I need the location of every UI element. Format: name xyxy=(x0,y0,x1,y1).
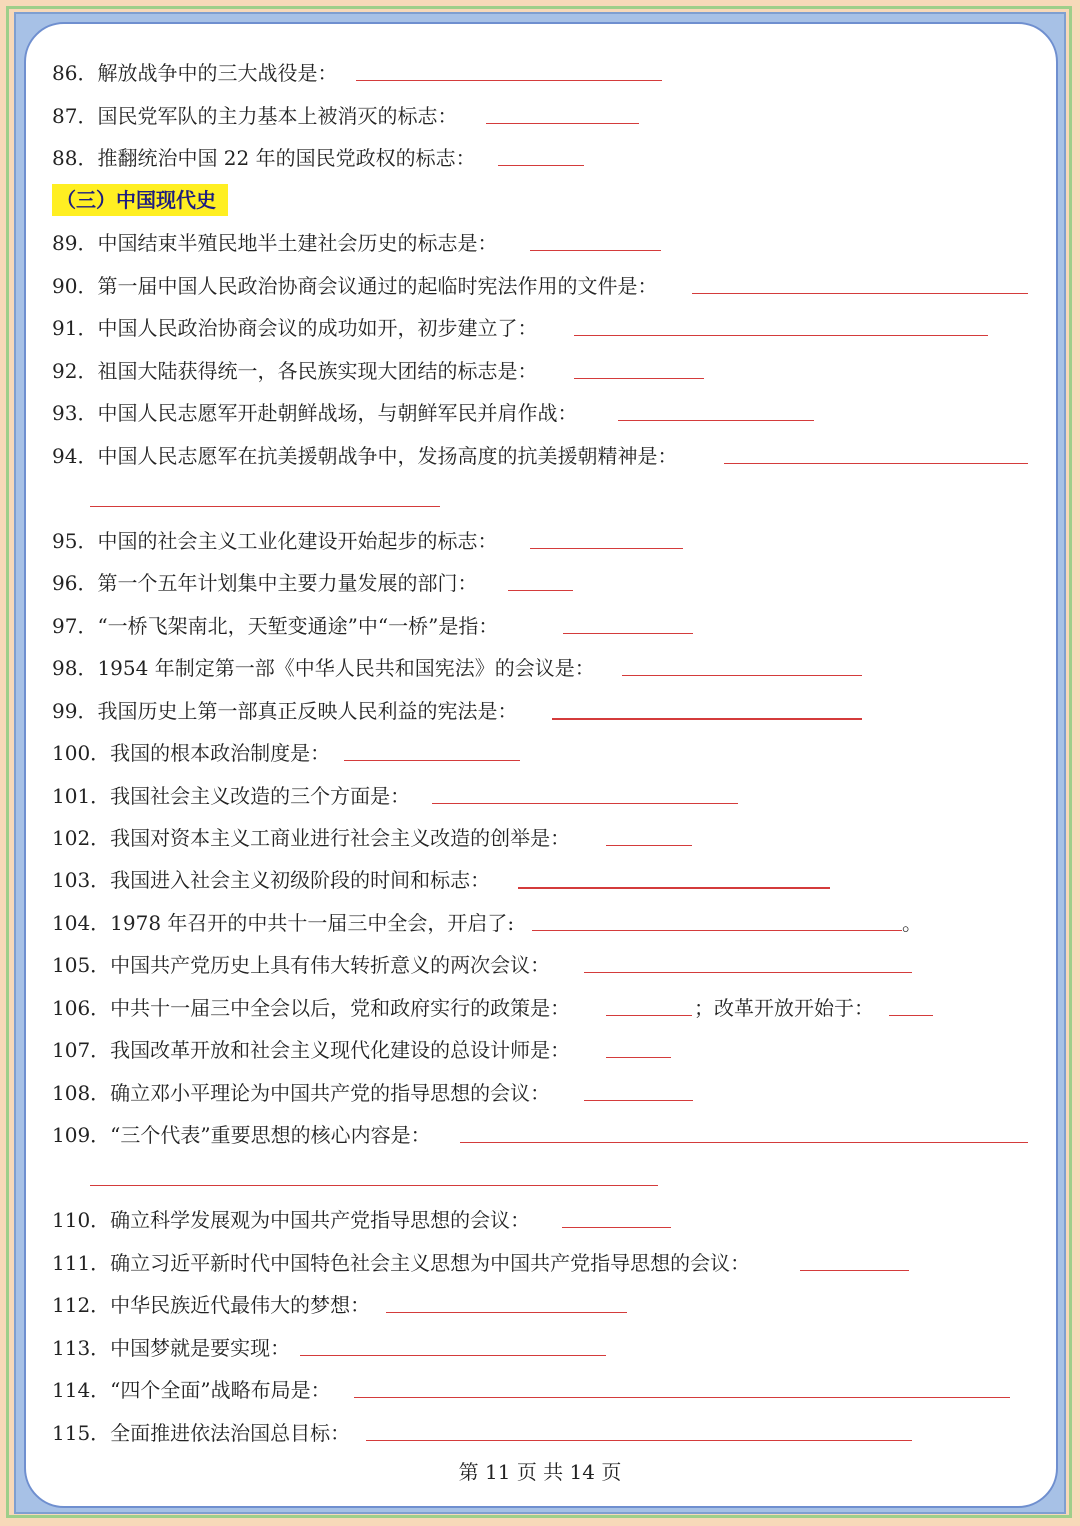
question-106 xyxy=(0,991,1080,1025)
answer-blank[interactable] xyxy=(889,1015,933,1016)
question-89 xyxy=(0,226,1080,260)
answer-blank[interactable] xyxy=(386,1312,627,1313)
question-text: 96．第一个五年计划集中主要力量发展的部门： xyxy=(52,571,478,595)
answer-blank[interactable] xyxy=(562,1227,671,1228)
answer-blank[interactable] xyxy=(354,1397,1010,1398)
question-text: 110．确立科学发展观为中国共产党指导思想的会议： xyxy=(52,1208,531,1232)
question-98 xyxy=(0,651,1080,685)
question-110 xyxy=(0,1203,1080,1237)
question-94 xyxy=(0,439,1080,473)
question-86 xyxy=(0,56,1080,90)
question-113 xyxy=(0,1331,1080,1365)
question-text: 105．中国共产党历史上具有伟大转折意义的两次会议： xyxy=(52,953,551,977)
question-suffix: 。 xyxy=(902,911,922,935)
page-footer: 第 11 页 共 14 页 xyxy=(458,1460,622,1484)
question-114 xyxy=(0,1373,1080,1407)
answer-blank[interactable] xyxy=(622,675,862,676)
question-109 xyxy=(0,1118,1080,1152)
question-109-continued xyxy=(0,1161,1080,1195)
question-text: 113．中国梦就是要实现： xyxy=(52,1336,291,1360)
section-heading: （三）中国现代史 xyxy=(52,184,228,216)
question-92 xyxy=(0,354,1080,388)
question-text: 89．中国结束半殖民地半土建社会历史的标志是： xyxy=(52,231,498,255)
answer-blank[interactable] xyxy=(460,1142,1028,1143)
answer-blank[interactable] xyxy=(606,1057,671,1058)
question-text: 104．1978 年召开的中共十一届三中全会，开启了: xyxy=(52,911,515,935)
question-88 xyxy=(0,141,1080,175)
question-text: 103．我国进入社会主义初级阶段的时间和标志： xyxy=(52,868,491,892)
answer-blank[interactable] xyxy=(606,1015,692,1016)
answer-blank[interactable] xyxy=(724,463,1028,464)
answer-blank[interactable] xyxy=(518,887,830,889)
question-text: 108．确立邓小平理论为中国共产党的指导思想的会议： xyxy=(52,1081,551,1105)
question-text: 99．我国历史上第一部真正反映人民利益的宪法是： xyxy=(52,699,518,723)
question-text: 109．“三个代表”重要思想的核心内容是： xyxy=(52,1123,431,1147)
question-103 xyxy=(0,863,1080,897)
answer-blank[interactable] xyxy=(366,1440,912,1441)
question-102 xyxy=(0,821,1080,855)
question-107 xyxy=(0,1033,1080,1067)
answer-blank[interactable] xyxy=(356,80,662,81)
question-text: 92．祖国大陆获得统一，各民族实现大团结的标志是： xyxy=(52,359,538,383)
answer-blank[interactable] xyxy=(486,123,639,124)
answer-blank[interactable] xyxy=(574,378,704,379)
answer-blank[interactable] xyxy=(498,165,584,166)
question-text: 88．推翻统治中国 22 年的国民党政权的标志： xyxy=(52,146,476,170)
question-87 xyxy=(0,99,1080,133)
answer-blank[interactable] xyxy=(574,335,988,336)
question-text: 93．中国人民志愿军开赴朝鲜战场，与朝鲜军民并肩作战： xyxy=(52,401,578,425)
question-90 xyxy=(0,269,1080,303)
question-112 xyxy=(0,1288,1080,1322)
question-text: 97．“一桥飞架南北，天堑变通途”中“一桥”是指： xyxy=(52,614,499,638)
question-text: 101．我国社会主义改造的三个方面是： xyxy=(52,784,411,808)
answer-blank[interactable] xyxy=(692,293,1028,294)
question-text: 86．解放战争中的三大战役是： xyxy=(52,61,338,85)
question-text: 115．全面推进依法治国总目标： xyxy=(52,1421,351,1445)
answer-blank[interactable] xyxy=(530,548,683,549)
question-text: 112．中华民族近代最伟大的梦想： xyxy=(52,1293,371,1317)
question-91 xyxy=(0,311,1080,345)
answer-blank[interactable] xyxy=(532,930,902,931)
question-text: 90．第一届中国人民政治协商会议通过的起临时宪法作用的文件是： xyxy=(52,274,658,298)
question-text: 114．“四个全面”战略布局是： xyxy=(52,1378,331,1402)
answer-blank[interactable] xyxy=(344,760,520,761)
question-111 xyxy=(0,1246,1080,1280)
question-105 xyxy=(0,948,1080,982)
question-text: 91．中国人民政治协商会议的成功如开，初步建立了： xyxy=(52,316,538,340)
question-text: 100．我国的根本政治制度是： xyxy=(52,741,331,765)
answer-blank[interactable] xyxy=(584,1100,693,1101)
question-text: 87．国民党军队的主力基本上被消灭的标志： xyxy=(52,104,458,128)
answer-blank[interactable] xyxy=(90,506,440,507)
question-108 xyxy=(0,1076,1080,1110)
question-text: 107．我国改革开放和社会主义现代化建设的总设计师是： xyxy=(52,1038,571,1062)
question-text: 94．中国人民志愿军在抗美援朝战争中，发扬高度的抗美援朝精神是： xyxy=(52,444,678,468)
question-text: 106．中共十一届三中全会以后，党和政府实行的政策是： xyxy=(52,996,571,1020)
answer-blank[interactable] xyxy=(432,803,738,804)
answer-blank[interactable] xyxy=(530,250,661,251)
question-97 xyxy=(0,609,1080,643)
question-text: 98．1954 年制定第一部《中华人民共和国宪法》的会议是： xyxy=(52,656,595,680)
answer-blank[interactable] xyxy=(800,1270,909,1271)
question-100 xyxy=(0,736,1080,770)
question-text: 102．我国对资本主义工商业进行社会主义改造的创举是： xyxy=(52,826,571,850)
question-99 xyxy=(0,694,1080,728)
answer-blank[interactable] xyxy=(90,1185,658,1186)
question-text: 111．确立习近平新时代中国特色社会主义思想为中国共产党指导思想的会议： xyxy=(52,1251,751,1275)
answer-blank[interactable] xyxy=(508,590,573,591)
question-95 xyxy=(0,524,1080,558)
question-96 xyxy=(0,566,1080,600)
answer-blank[interactable] xyxy=(552,718,862,720)
answer-blank[interactable] xyxy=(584,972,912,973)
question-104 xyxy=(0,906,1080,940)
answer-blank[interactable] xyxy=(606,845,692,846)
answer-blank[interactable] xyxy=(618,420,814,421)
question-115 xyxy=(0,1416,1080,1450)
question-94-continued xyxy=(0,482,1080,516)
question-text: 95．中国的社会主义工业化建设开始起步的标志： xyxy=(52,529,498,553)
answer-blank[interactable] xyxy=(563,633,693,634)
answer-blank[interactable] xyxy=(300,1355,606,1356)
question-93 xyxy=(0,396,1080,430)
question-101 xyxy=(0,779,1080,813)
question-mid-text: ；改革开放开始于： xyxy=(694,996,874,1020)
